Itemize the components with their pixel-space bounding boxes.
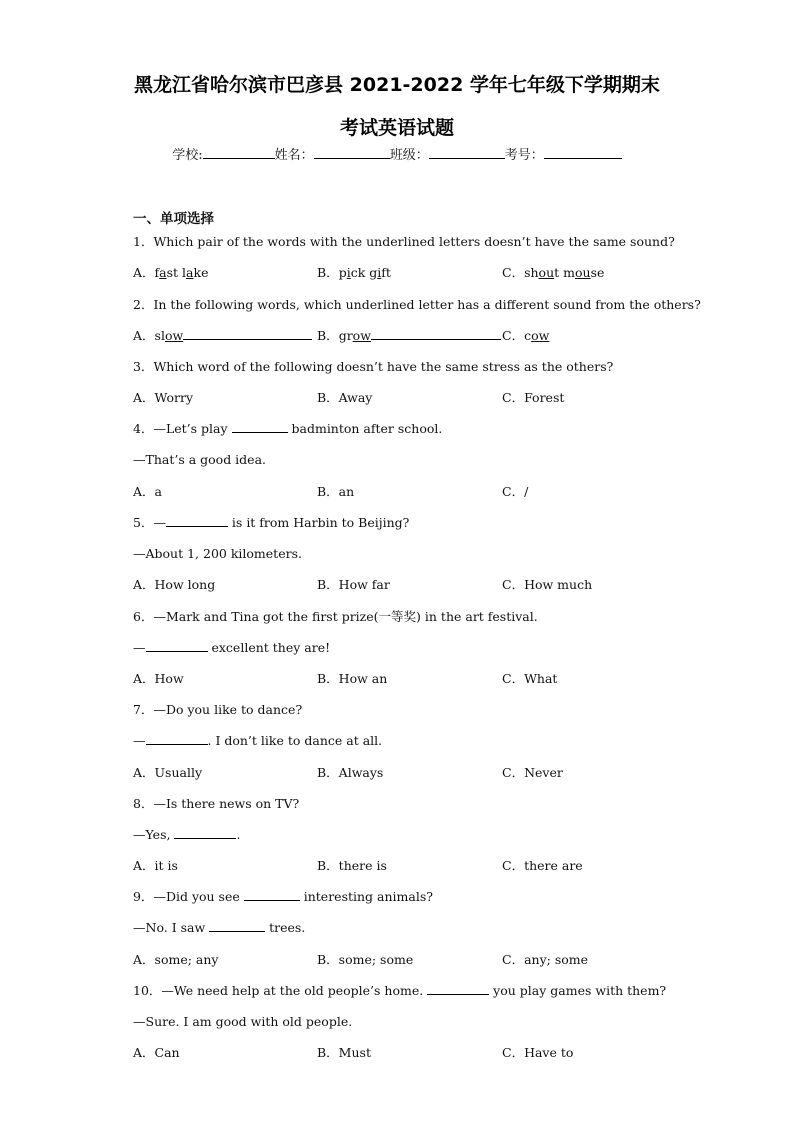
underline-fill (183, 328, 312, 340)
question-10-reply: —Sure. I am good with old people. (133, 1014, 353, 1029)
q1-option-a[interactable]: A．fast lake (133, 265, 209, 280)
question-4-reply: —That’s a good idea. (133, 452, 267, 467)
q3-option-c[interactable]: C．Forest (502, 390, 565, 405)
q1-option-b[interactable]: B．pick gift (317, 265, 391, 280)
answer-blank[interactable] (232, 421, 288, 433)
q6-option-a[interactable]: A．How (133, 671, 184, 686)
q5-option-c[interactable]: C．How much (502, 577, 593, 592)
q10-option-b[interactable]: B．Must (317, 1045, 371, 1060)
name-blank[interactable] (314, 146, 390, 159)
q9-option-b[interactable]: B．some; some (317, 952, 414, 967)
question-1-stem: 1．Which pair of the words with the underlined letters doesn’t have the same sound? (133, 234, 675, 249)
question-6-reply: — excellent they are! (133, 640, 331, 655)
q9-option-a[interactable]: A．some; any (133, 952, 219, 967)
exam-title-line2: 考试英语试题 (339, 117, 454, 139)
exam-number-label: 考号： (504, 148, 544, 163)
question-3-stem: 3．Which word of the following doesn’t have the same stress as the others? (133, 359, 614, 374)
class-blank[interactable] (429, 146, 505, 159)
q8-option-a[interactable]: A．it is (133, 858, 178, 873)
q7-option-c[interactable]: C．Never (502, 765, 563, 780)
answer-blank[interactable] (427, 983, 489, 995)
exam-number-blank[interactable] (544, 146, 622, 159)
question-7-stem: 7．—Do you like to dance? (133, 702, 303, 717)
q2-option-b[interactable]: B．grow (317, 328, 501, 344)
question-8-reply: —Yes, . (133, 827, 241, 842)
question-7-reply: — . I don’t like to dance at all. (133, 733, 383, 748)
q10-option-c[interactable]: C．Have to (502, 1045, 574, 1060)
answer-blank[interactable] (244, 889, 300, 901)
answer-blank[interactable] (146, 640, 208, 652)
question-8-stem: 8．—Is there news on TV? (133, 796, 300, 811)
question-6-stem: 6．—Mark and Tina got the first prize(一等奖) in the art festival. (133, 609, 538, 624)
q9-option-c[interactable]: C．any; some (502, 952, 589, 967)
q7-option-a[interactable]: A．Usually (133, 765, 203, 780)
q2-option-a[interactable]: A．slow (133, 328, 312, 344)
name-label: 姓名： (274, 148, 314, 163)
q8-option-c[interactable]: C．there are (502, 858, 583, 873)
question-5-reply: —About 1, 200 kilometers. (133, 546, 302, 561)
answer-blank[interactable] (166, 515, 228, 527)
question-2-stem: 2．In the following words, which underlined letter has a different sound from the others? (133, 297, 701, 312)
q8-option-b[interactable]: B．there is (317, 858, 387, 873)
answer-blank[interactable] (146, 733, 208, 745)
q7-option-b[interactable]: B．Always (317, 765, 384, 780)
section-title: 一、单项选择 (133, 211, 214, 227)
school-blank[interactable] (203, 146, 275, 159)
q3-option-a[interactable]: A．Worry (133, 390, 194, 405)
question-5-stem: 5．— is it from Harbin to Beijing? (133, 515, 410, 530)
exam-title-line1: 黑龙江省哈尔滨市巴彦县 2021-2022 学年七年级下学期期末 (134, 74, 660, 96)
q4-option-a[interactable]: A．a (133, 484, 162, 499)
q5-option-a[interactable]: A．How long (133, 577, 216, 592)
school-label: 学校: (172, 148, 203, 163)
class-label: 班级： (389, 148, 429, 163)
q3-option-b[interactable]: B．Away (317, 390, 373, 405)
q6-option-b[interactable]: B．How an (317, 671, 388, 686)
student-info-row (0, 144, 794, 163)
q6-option-c[interactable]: C．What (502, 671, 558, 686)
question-9-stem: 9．—Did you see interesting animals? (133, 889, 433, 904)
q4-option-b[interactable]: B．an (317, 484, 355, 499)
question-4-stem: 4．—Let’s play badminton after school. (133, 421, 443, 436)
q4-option-c[interactable]: C．/ (502, 484, 529, 499)
q2-option-c[interactable]: C．cow (502, 328, 550, 343)
underline-fill (371, 328, 501, 340)
question-10-stem: 10．—We need help at the old people’s home. you play games with them? (133, 983, 667, 998)
question-9-reply: —No. I saw trees. (133, 920, 306, 935)
q5-option-b[interactable]: B．How far (317, 577, 390, 592)
q10-option-a[interactable]: A．Can (133, 1045, 180, 1060)
answer-blank[interactable] (209, 920, 265, 932)
q1-option-c[interactable]: C．shout mouse (502, 265, 605, 280)
answer-blank[interactable] (174, 827, 236, 839)
